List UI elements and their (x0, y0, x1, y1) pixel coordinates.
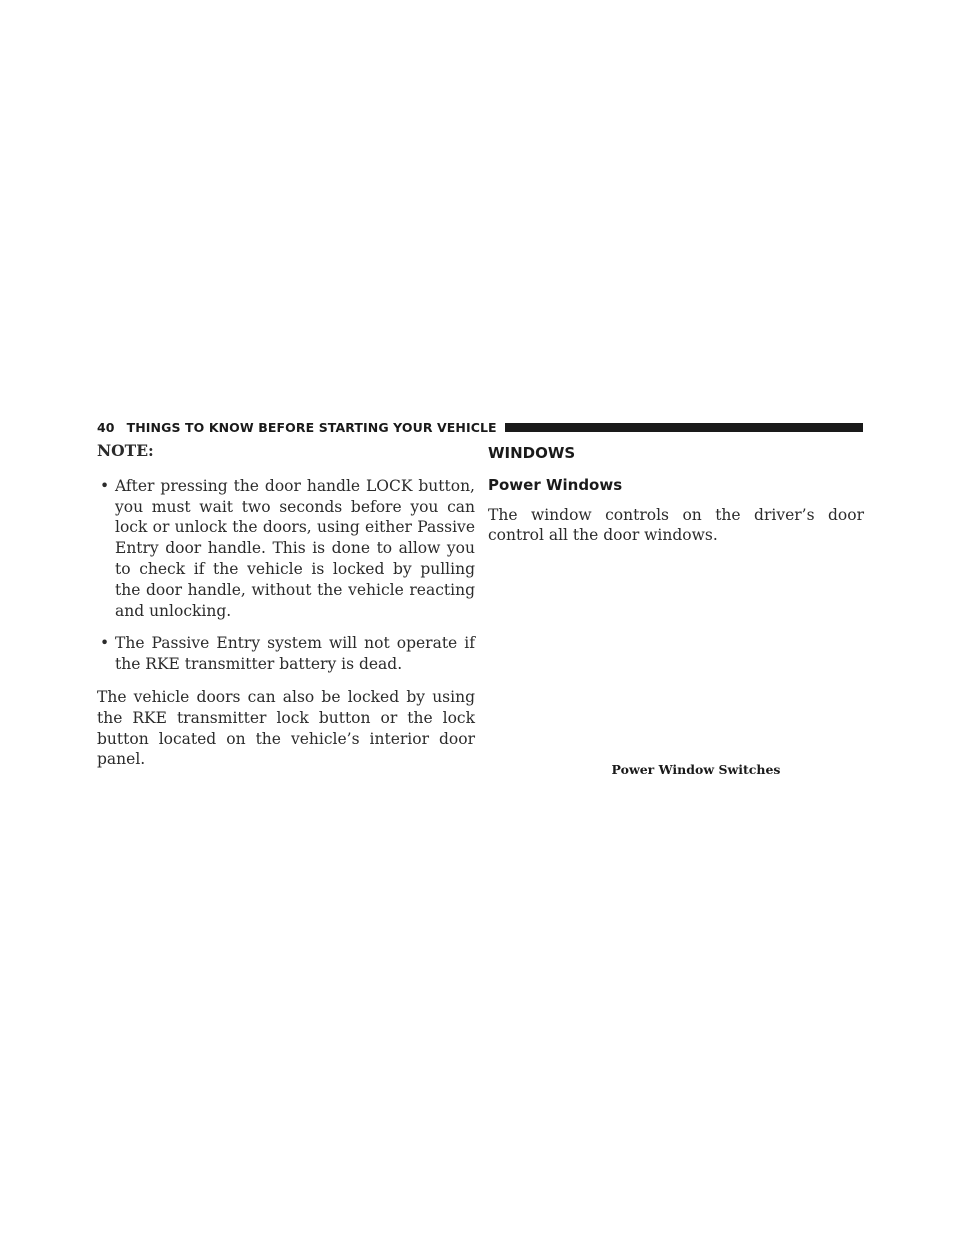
right-column (488, 441, 864, 546)
body-paragraph: The vehicle doors can also be locked by using the RKE transmitter lock button or the lock button located on the vehicle’s interior door panel. (97, 687, 475, 769)
bullet-marker: • (100, 634, 110, 653)
bullet-text: The Passive Entry system will not operate if the RKE transmitter battery is dead. (115, 634, 475, 674)
body-paragraph: The window controls on the driver’s door control all the door windows. (488, 505, 864, 545)
bullet-item (97, 633, 475, 675)
section-heading: WINDOWS (488, 444, 576, 462)
bullet-marker: • (100, 476, 110, 495)
figure-caption: Power Window Switches (611, 762, 781, 777)
header-rule (505, 423, 863, 432)
subsection-heading: Power Windows (488, 475, 623, 494)
left-column (97, 441, 475, 770)
bullet-text: After pressing the door handle LOCK button, you must wait two seconds before you can lock or unlock the doors, using either Passive Entry door handle. This is done to allow you to check if the vehicle is locked by pulling the door handle, without the vehicle reacting and unlocking. (115, 476, 475, 620)
figure-area (488, 555, 864, 755)
chapter-title: THINGS TO KNOW BEFORE STARTING YOUR VEHICLE (126, 419, 497, 435)
bullet-item (97, 476, 475, 622)
page-header (97, 417, 863, 437)
note-label: NOTE: (97, 441, 154, 460)
page-number: 40 (97, 419, 115, 435)
